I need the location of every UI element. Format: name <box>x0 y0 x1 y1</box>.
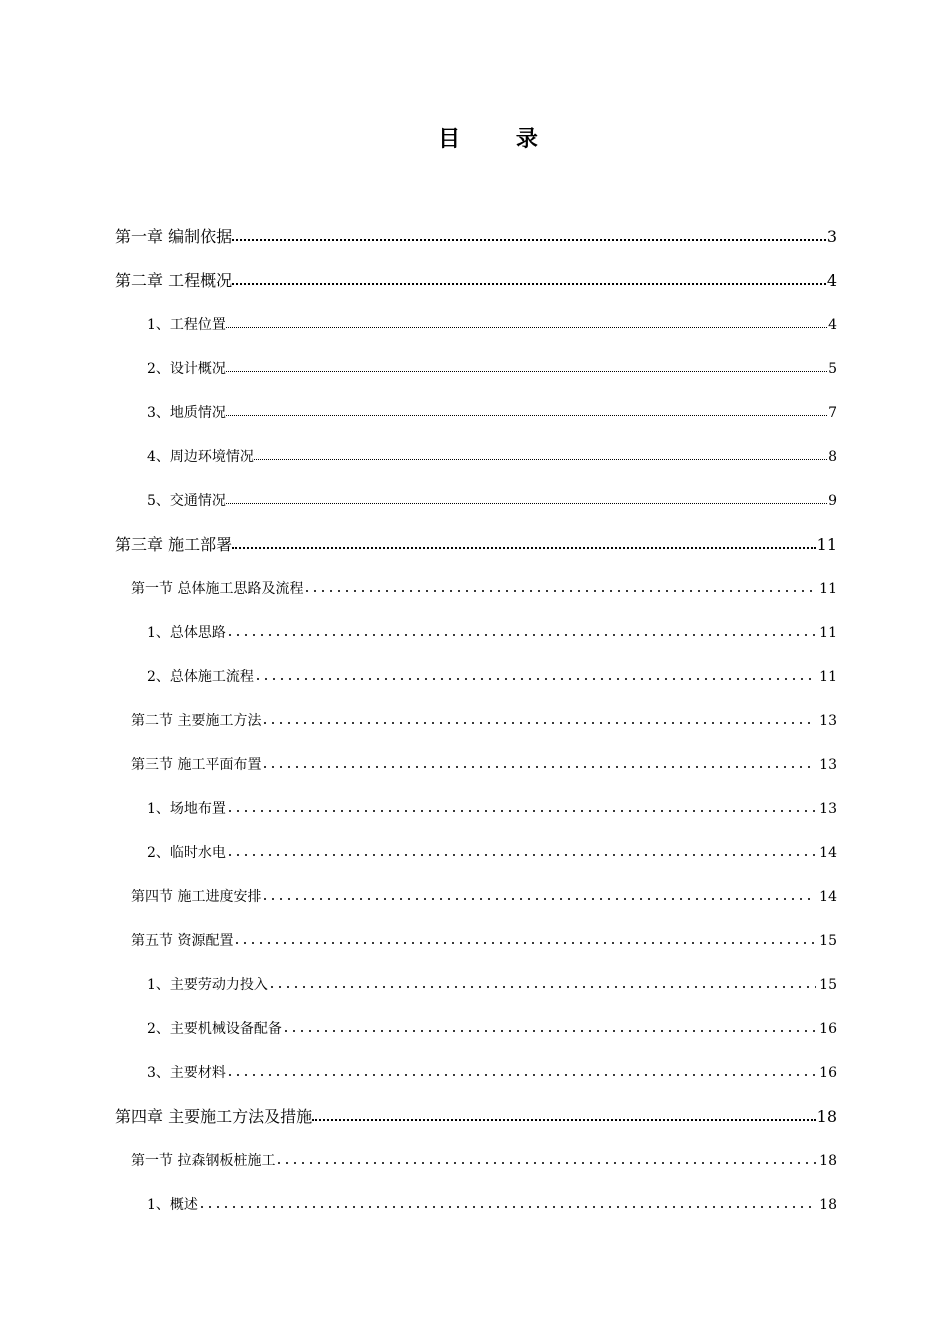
toc-entry[interactable] <box>115 398 837 442</box>
toc-dot-leader <box>312 1108 817 1122</box>
toc-entry[interactable] <box>115 1102 837 1146</box>
toc-entry-page-number: 11 <box>816 535 837 554</box>
toc-entry-label: 4、周边环境情况 <box>147 449 254 465</box>
toc-entry-label: 1、场地布置 <box>147 801 226 817</box>
toc-entry-label: 第二章 工程概况 <box>115 271 233 290</box>
toc-entry[interactable] <box>115 882 837 926</box>
toc-entry-label: 2、设计概况 <box>147 361 226 377</box>
toc-dot-leader <box>226 317 828 329</box>
toc-dot-leader <box>198 1197 816 1209</box>
toc-dot-leader <box>261 889 816 901</box>
toc-entry-label: 第四节 施工进度安排 <box>131 889 262 905</box>
toc-dot-leader <box>226 405 828 417</box>
toc-entry-page-number: 18 <box>819 1197 837 1213</box>
toc-title: 目 录 <box>438 126 562 152</box>
toc-dot-leader <box>226 493 828 505</box>
toc-entry-page-number: 16 <box>819 1065 837 1081</box>
toc-entry-label: 第一节 总体施工思路及流程 <box>131 581 304 597</box>
toc-entry-page-number: 16 <box>819 1021 837 1037</box>
toc-entry[interactable] <box>115 662 837 706</box>
toc-entry[interactable] <box>115 838 837 882</box>
toc-entry-page-number: 11 <box>819 669 837 685</box>
toc-entry-page-number: 11 <box>819 625 837 641</box>
toc-entry-label: 第二节 主要施工方法 <box>131 713 262 729</box>
toc-entry[interactable] <box>115 618 837 662</box>
toc-entry-label: 1、概述 <box>147 1197 198 1213</box>
toc-entry-page-number: 3 <box>826 227 837 246</box>
toc-entry-page-number: 9 <box>828 493 837 509</box>
toc-entry-label: 5、交通情况 <box>147 493 226 509</box>
toc-entry-page-number: 15 <box>819 933 837 949</box>
toc-entry-page-number: 13 <box>819 713 837 729</box>
toc-entry[interactable] <box>115 574 837 618</box>
toc-entry-page-number: 7 <box>828 405 837 421</box>
toc-list <box>115 222 837 1234</box>
toc-entry[interactable] <box>115 970 837 1014</box>
toc-entry[interactable] <box>115 310 837 354</box>
toc-entry[interactable] <box>115 794 837 838</box>
toc-entry-label: 1、工程位置 <box>147 317 226 333</box>
toc-dot-leader <box>282 1021 816 1033</box>
toc-dot-leader <box>261 713 816 725</box>
toc-entry-label: 2、总体施工流程 <box>147 669 254 685</box>
toc-entry[interactable] <box>115 222 837 266</box>
toc-entry[interactable] <box>115 354 837 398</box>
toc-dot-leader <box>226 361 828 373</box>
toc-entry-page-number: 8 <box>828 449 837 465</box>
toc-entry-page-number: 14 <box>819 889 837 905</box>
toc-entry[interactable] <box>115 1014 837 1058</box>
toc-entry-label: 3、主要材料 <box>147 1065 226 1081</box>
toc-dot-leader <box>275 1153 816 1165</box>
toc-entry-label: 2、主要机械设备配备 <box>147 1021 282 1037</box>
toc-entry-page-number: 11 <box>819 581 837 597</box>
toc-entry[interactable] <box>115 750 837 794</box>
toc-entry-label: 1、主要劳动力投入 <box>147 977 268 993</box>
toc-dot-leader <box>233 933 816 945</box>
toc-entry[interactable] <box>115 926 837 970</box>
toc-dot-leader <box>232 272 827 286</box>
toc-dot-leader <box>226 801 816 813</box>
toc-dot-leader <box>226 845 816 857</box>
toc-entry[interactable] <box>115 1058 837 1102</box>
toc-entry-page-number: 14 <box>819 845 837 861</box>
toc-entry-page-number: 18 <box>819 1153 837 1169</box>
toc-dot-leader <box>226 1065 816 1077</box>
toc-entry-page-number: 13 <box>819 801 837 817</box>
toc-dot-leader <box>261 757 816 769</box>
toc-entry-page-number: 5 <box>828 361 837 377</box>
toc-dot-leader <box>232 228 827 242</box>
toc-entry[interactable] <box>115 530 837 574</box>
toc-entry-label: 第一章 编制依据 <box>115 227 233 246</box>
toc-entry-label: 3、地质情况 <box>147 405 226 421</box>
toc-entry[interactable] <box>115 486 837 530</box>
toc-entry[interactable] <box>115 1190 837 1234</box>
toc-dot-leader <box>254 669 816 681</box>
toc-dot-leader <box>268 977 816 989</box>
toc-entry-label: 第三章 施工部署 <box>115 535 233 554</box>
toc-dot-leader <box>226 625 816 637</box>
toc-entry-page-number: 18 <box>816 1107 837 1126</box>
toc-entry-page-number: 4 <box>826 271 837 290</box>
toc-entry[interactable] <box>115 1146 837 1190</box>
toc-dot-leader <box>232 536 817 550</box>
toc-entry-label: 第五节 资源配置 <box>131 933 234 949</box>
toc-entry[interactable] <box>115 266 837 310</box>
toc-dot-leader <box>303 581 816 593</box>
toc-entry-page-number: 4 <box>828 317 837 333</box>
toc-entry-page-number: 15 <box>819 977 837 993</box>
toc-entry[interactable] <box>115 706 837 750</box>
toc-dot-leader <box>254 449 828 461</box>
toc-entry-label: 2、临时水电 <box>147 845 226 861</box>
toc-entry-label: 第三节 施工平面布置 <box>131 757 262 773</box>
toc-entry-label: 第一节 拉森钢板桩施工 <box>131 1153 276 1169</box>
toc-entry-label: 第四章 主要施工方法及措施 <box>115 1107 313 1126</box>
toc-entry[interactable] <box>115 442 837 486</box>
toc-entry-page-number: 13 <box>819 757 837 773</box>
toc-entry-label: 1、总体思路 <box>147 625 226 641</box>
